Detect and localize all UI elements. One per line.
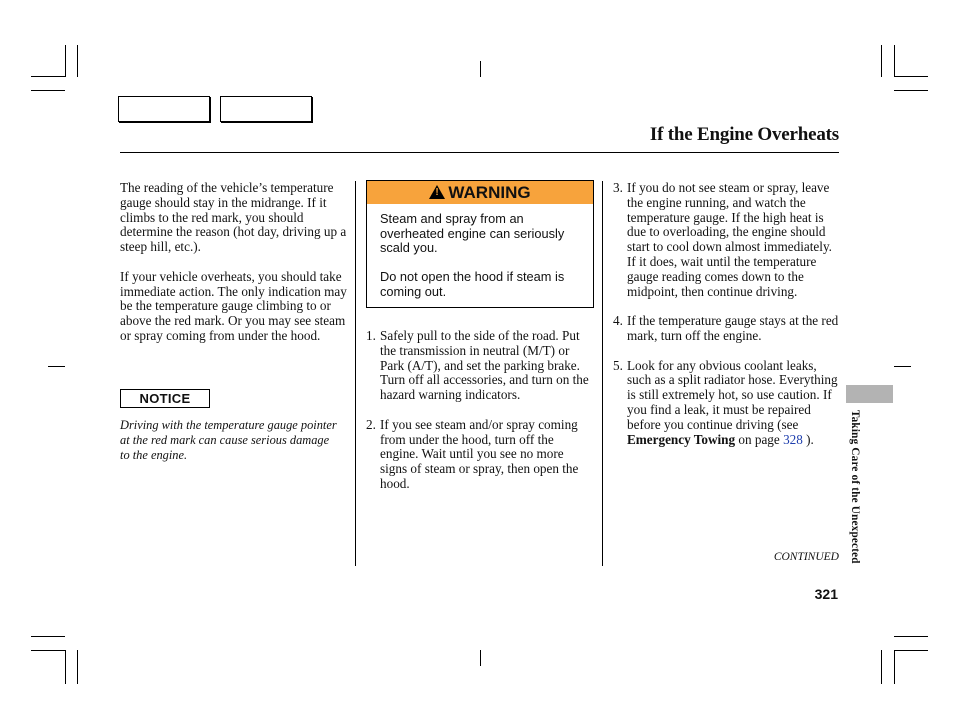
- step-number: 3.: [613, 180, 623, 195]
- warning-triangle-icon: !: [429, 185, 445, 199]
- column-divider-2: [602, 181, 603, 566]
- warning-paragraph: Do not open the hood if steam is coming out.: [380, 269, 565, 299]
- step-number: 4.: [613, 313, 623, 329]
- step-text: Safely pull to the side of the road. Put the transmission in neutral (M/T) or Park (A/T), and set the parking brake. Turn off all accessories, and turn on the hazard warning indicators.: [380, 328, 589, 403]
- notice-text: Driving with the temperature gauge pointer at the red mark can cause serious damage to the engine.: [120, 418, 337, 462]
- header-tab-box-1: [118, 96, 210, 122]
- steps-list-col3: [613, 181, 839, 462]
- page-number: 321: [814, 586, 838, 602]
- warning-label: WARNING: [448, 183, 531, 202]
- warning-header: [367, 181, 593, 204]
- header-tab-box-2: [220, 96, 312, 122]
- continued-label: CONTINUED: [773, 551, 839, 563]
- list-item: [613, 314, 839, 344]
- step-text: If the temperature gauge stays at the red mark, turn off the engine.: [627, 313, 839, 343]
- steps-list-col2: [366, 329, 592, 507]
- warning-box: [366, 180, 594, 308]
- step-number: 1.: [366, 328, 376, 343]
- list-item: [613, 181, 839, 299]
- intro-text: [120, 181, 348, 359]
- section-side-label: Taking Care of the Unexpected: [849, 410, 861, 564]
- list-item: [366, 329, 592, 403]
- page-title: If the Engine Overheats: [649, 124, 839, 145]
- step-text: If you do not see steam or spray, leave the engine running, and watch the temperature gauge. If the high heat is due to overloading, the engine should start to cool down almost immediately. If it does, wait until the temperature gauge reading comes down to the midpoint, then continue driving.: [627, 180, 832, 299]
- section-tab-marker: [846, 385, 893, 403]
- page-link-328[interactable]: 328: [783, 431, 803, 447]
- column-divider-1: [355, 181, 356, 566]
- list-item: [366, 418, 592, 492]
- intro-paragraph: The reading of the vehicle’s temperature gauge should stay in the midrange. If it climbs to the red mark, you should determine the reason (hot day, driving up a steep hill, etc.).: [120, 180, 347, 255]
- title-rule: [120, 152, 839, 153]
- step-text: If you see steam and/or spray coming from under the hood, turn off the engine. Wait until you see no more signs of steam or spray, then open the hood.: [380, 416, 579, 491]
- intro-paragraph: If your vehicle overheats, you should take immediate action. The only indication may be the temperature gauge climbing to or above the red mark. Or you may see steam or spray coming from under the hood.: [120, 268, 347, 343]
- warning-body: [367, 204, 593, 300]
- step-text: Look for any obvious coolant leaks, such as a split radiator hose. Everything is still extremely hot, so use caution. If you find a leak, it must be repaired before you continue driving (see: [627, 357, 838, 432]
- warning-paragraph: Steam and spray from an overheated engine can seriously scald you.: [380, 211, 565, 256]
- step-number: 5.: [613, 357, 623, 373]
- list-item: 5. Look for any obvious coolant leaks, such as a split radiator hose. Everything is still extremely hot, so use caution. If you find a leak, it must be repaired before you continue driving (see Emergency Towing on page 328 ).: [613, 357, 838, 447]
- emergency-towing-reference: Emergency Towing: [627, 431, 736, 447]
- notice-label: NOTICE: [120, 389, 210, 408]
- step-number: 2.: [366, 416, 376, 432]
